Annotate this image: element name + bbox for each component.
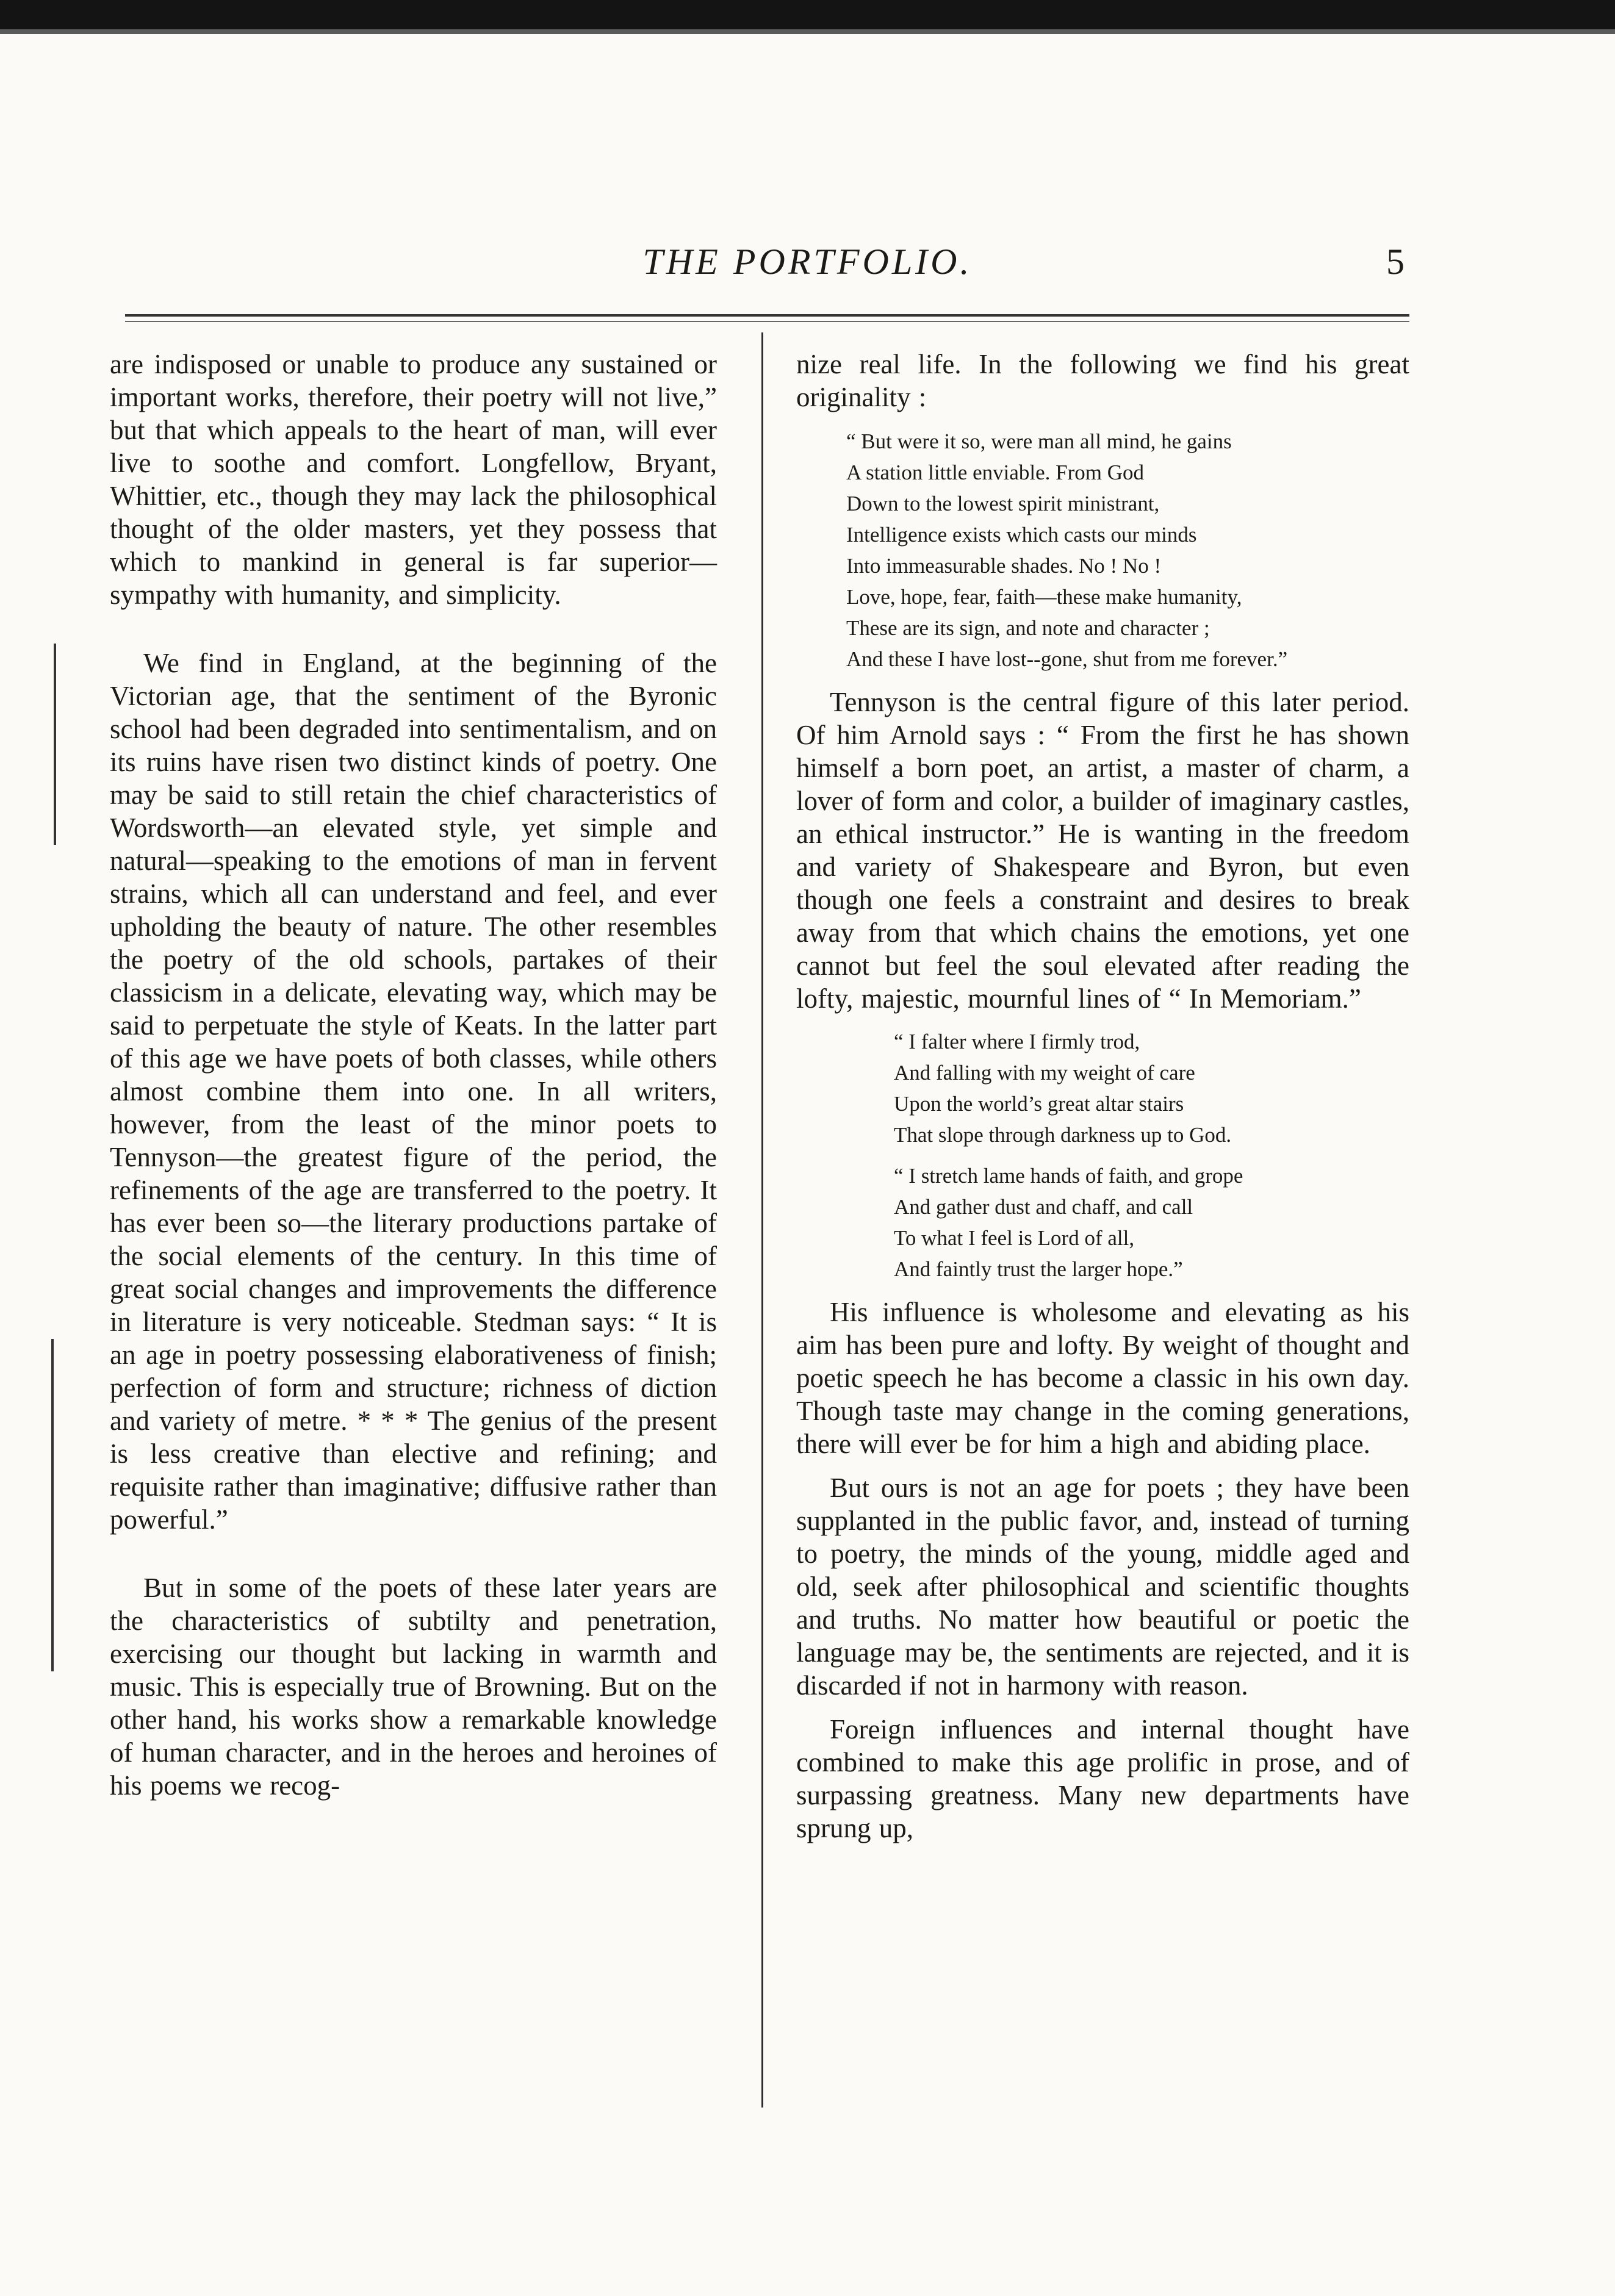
margin-scan-mark: [51, 1339, 54, 1671]
left-column: [110, 348, 717, 1802]
verse-block: [894, 1026, 1409, 1285]
top-border-shadow: [0, 29, 1615, 34]
paragraph: But in some of the poets of these later years are the characteristics of subtilty and penetration, exercising our thought but lacking in warmth and music. This is especially true of Browning. But on the other hand, his works show a remarkable knowledge of human character, and in the heroes and heroines of his poems we recog-: [110, 1573, 717, 1801]
verse-line: And these I have lost--gone, shut from me forever.”: [846, 647, 1288, 671]
verse-line: “ I falter where I firmly trod,: [894, 1030, 1140, 1053]
paragraph: His influence is wholesome and elevating as his aim has been pure and lofty. By weight of thought and poetic speech he has become a classic in his own day. Though taste may change in the coming generations, there will ever be for him a high and abiding place.: [796, 1297, 1409, 1459]
verse-line: Down to the lowest spirit ministrant,: [846, 492, 1160, 515]
paragraph: We find in England, at the beginning of the Victorian age, that the sentiment of the Byronic school had been degraded into sentimentalism, and on its ruins have risen two distinct kinds of poetry. One may be said to still retain the chief characteristics of Wordsworth—an elevated style, yet simple and natural—speaking to the emotions of man in fervent strains, which all can understand and feel, and ever upholding the beauty of nature. The other resembles the poetry of the old schools, partakes of their classicism in a delicate, elevating way, which may be said to perpetuate the style of Keats. In the latter part of this age we have poets of both classes, while others almost combine them into one. In all writers, however, from the least of the minor poets to Tennyson—the greatest figure of the period, the refinements of the age are transferred to the poetry. It has ever been so—the literary productions partake of the social elements of the century. In this time of great social changes and improvements the difference in literature is very noticeable. Stedman says: “ It is an age in poetry possessing elaborativeness of finish; perfection of form and structure; richness of diction and variety of metre. * * * The genius of the present is less creative than elective and refining; and requisite rather than imaginative; diffusive rather than powerful.”: [110, 648, 717, 1535]
verse-line: That slope through darkness up to God.: [894, 1123, 1232, 1147]
paragraph: nize real life. In the following we find his great originality :: [796, 349, 1409, 412]
page-title: THE PORTFOLIO.: [642, 242, 973, 282]
paragraph: are indisposed or unable to produce any sustained or important works, therefore, their poetry will not live,” but that which appeals to the heart of man, will ever live to soothe and comfort. Longfellow, Bryant, Whittier, etc., though they may lack the philosophical thought of the older masters, yet they possess that which to mankind in general is far superior—sympathy with humanity, and simplicity.: [110, 349, 717, 610]
verse-line: A station little enviable. From God: [846, 461, 1145, 484]
header-rule-secondary: [125, 321, 1409, 322]
verse-line: “ But were it so, were man all mind, he gains: [846, 429, 1232, 453]
verse-line: Intelligence exists which casts our minds: [846, 523, 1197, 547]
verse-line: To what I feel is Lord of all,: [894, 1226, 1135, 1250]
header-rule: [125, 314, 1409, 317]
verse-line: And gather dust and chaff, and call: [894, 1195, 1193, 1219]
column-divider: [761, 332, 763, 2108]
right-column: [796, 348, 1409, 1845]
verse-line: And faintly trust the larger hope.”: [894, 1257, 1183, 1281]
verse-line: These are its sign, and note and character ;: [846, 616, 1210, 640]
verse-line: Love, hope, fear, faith—these make humanity,: [846, 585, 1242, 609]
top-border-rule: [0, 0, 1615, 29]
verse-line: “ I stretch lame hands of faith, and grope: [894, 1164, 1243, 1188]
paragraph: But ours is not an age for poets ; they have been supplanted in the public favor, and, instead of turning to poetry, the minds of the young, middle aged and old, seek after philosophical and scientific thoughts and truths. No matter how beautiful or poetic the language may be, the sentiments are rejected, and it is discarded if not in harmony with reason.: [796, 1473, 1409, 1701]
verse-line: Upon the world’s great altar stairs: [894, 1092, 1184, 1116]
verse-block: [846, 426, 1409, 675]
margin-scan-mark: [54, 644, 56, 845]
paragraph: Foreign influences and internal thought have combined to make this age prolific in prose, and of surpassing greatness. Many new departments have sprung up,: [796, 1714, 1409, 1843]
verse-line: And falling with my weight of care: [894, 1061, 1195, 1085]
running-head: [0, 241, 1615, 290]
paragraph: Tennyson is the central figure of this later period. Of him Arnold says : “ From the first he has shown himself a born poet, an artist, a master of charm, a lover of form and color, a builder of imaginary castles, an ethical instructor.” He is wanting in the freedom and variety of Shakespeare and Byron, but even though one feels a constraint and desires to break away from that which chains the emotions, yet one cannot but feel the soul elevated after reading the lofty, majestic, mournful lines of “ In Memoriam.”: [796, 687, 1409, 1014]
verse-line: Into immeasurable shades. No ! No !: [846, 554, 1162, 578]
page-number: 5: [1386, 242, 1405, 282]
